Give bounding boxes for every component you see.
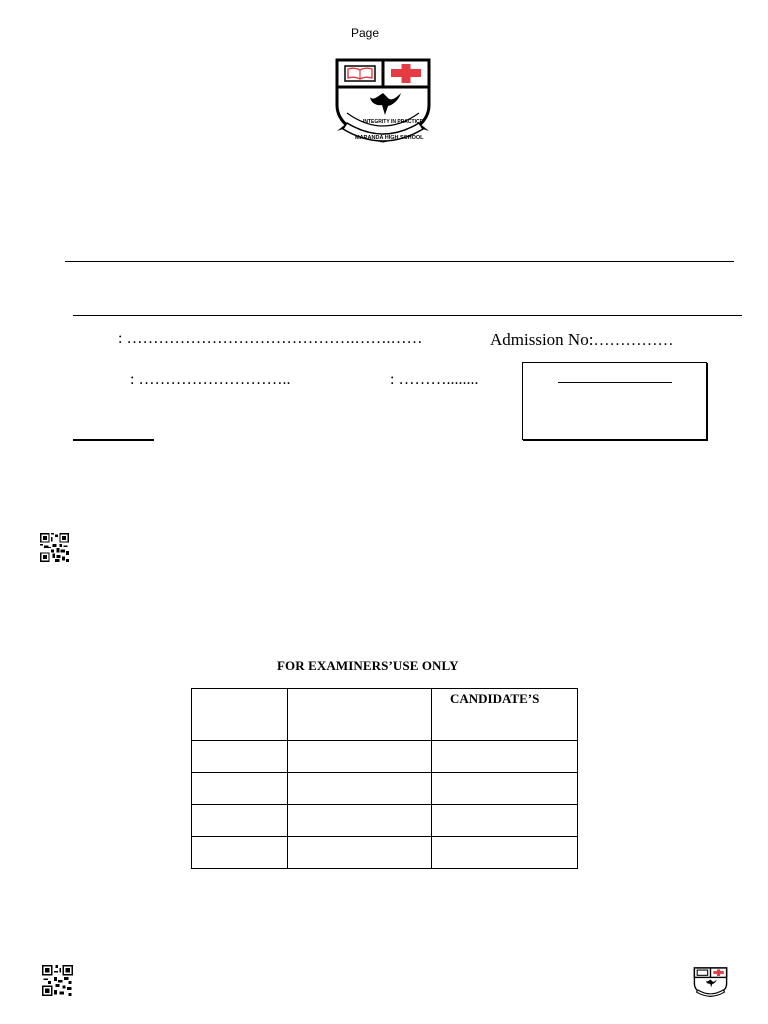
crest-motto-text: INTEGRITY IN PRACTICE [363, 119, 423, 125]
header-rule-bottom [73, 315, 742, 316]
admission-label: Admission No: [490, 330, 594, 349]
school-crest-logo [333, 57, 433, 149]
score-box [522, 362, 707, 440]
table-cell[interactable] [192, 837, 288, 869]
table-cell[interactable] [432, 741, 578, 773]
table-cell[interactable] [288, 741, 432, 773]
header-cell-2 [288, 689, 432, 741]
school-crest-small-logo [693, 966, 728, 1000]
table-row [192, 773, 578, 805]
table-cell[interactable] [192, 805, 288, 837]
crest-school-name: MARANDA HIGH SCHOOL [355, 135, 424, 141]
table-cell[interactable] [288, 773, 432, 805]
table-row [192, 741, 578, 773]
table-header-row [192, 689, 578, 741]
table-cell[interactable] [432, 837, 578, 869]
header-cell-candidates: CANDIDATE’S [432, 689, 578, 741]
class-fill-line[interactable]: : ……………………….. [130, 371, 291, 388]
examiners-table [191, 688, 578, 869]
name-fill-line[interactable]: : …………………………………….…….…… [118, 330, 423, 347]
qr-code-icon [39, 533, 70, 562]
table-cell[interactable] [288, 805, 432, 837]
qr-code-icon [41, 965, 74, 996]
table-cell[interactable] [192, 741, 288, 773]
header-rule-top [65, 261, 734, 262]
table-row [192, 837, 578, 869]
table-cell[interactable] [432, 805, 578, 837]
instructions-underline [73, 439, 154, 441]
examiners-title: FOR EXAMINERS’USE ONLY [277, 658, 459, 673]
admission-fill-line[interactable]: …………… [593, 332, 674, 349]
admission-number-field[interactable] [490, 330, 673, 350]
table-row [192, 805, 578, 837]
table-cell[interactable] [288, 837, 432, 869]
table-cell[interactable] [192, 773, 288, 805]
score-box-rule [558, 382, 672, 383]
header-cell-1 [192, 689, 288, 741]
table-cell[interactable] [432, 773, 578, 805]
page-label: Page [351, 26, 380, 40]
date-fill-line[interactable]: : ………........ [390, 371, 479, 388]
